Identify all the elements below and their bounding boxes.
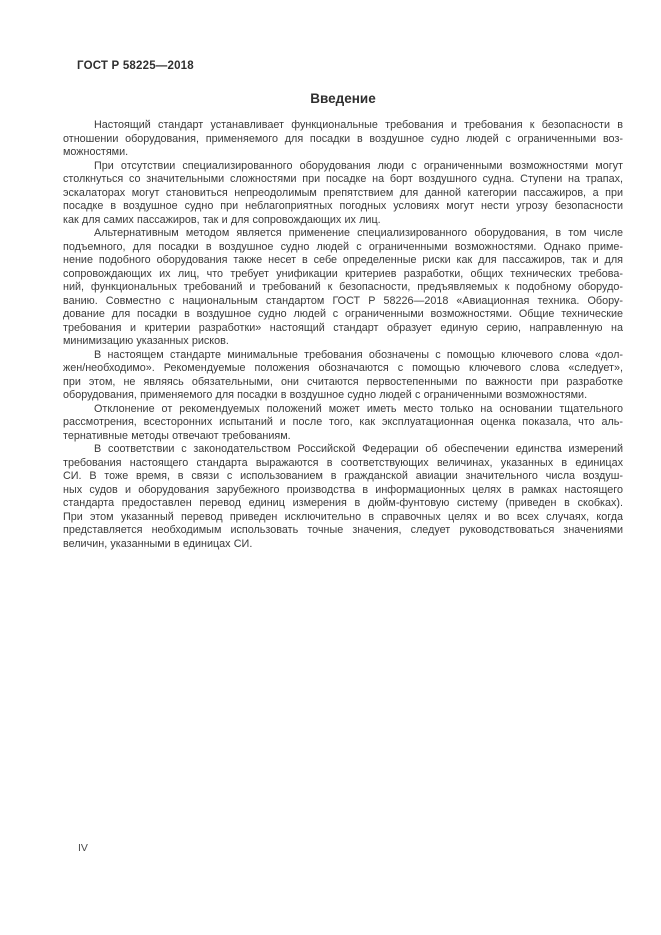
text-line: жен/необходимо». Рекомендуемые положения обозначаются с помощью ключевого слова «следует», bbox=[63, 362, 623, 374]
text-line: требования и критерии разработки» настоящий стандарт образует единую серию, направленную на bbox=[63, 321, 623, 334]
text-line: СИ. В тоже время, в связи с использованием в гражданской авиации значительного числа воздуш- bbox=[63, 470, 623, 482]
paragraph bbox=[63, 349, 623, 403]
paragraph bbox=[63, 403, 623, 444]
text-line: оборудования, применяемого для посадки в воздушное судно людей с ограниченными возможностями. bbox=[63, 389, 588, 401]
text-line: ванию. Совместно с национальным стандартом ГОСТ Р 58226—2018 «Авиационная техника. Обору- bbox=[63, 294, 623, 307]
text-line: В соответствии с законодательством Российской Федерации об обеспечении единства измерений bbox=[94, 443, 623, 455]
document-body bbox=[63, 119, 623, 551]
running-header: ГОСТ Р 58225—2018 bbox=[77, 60, 194, 72]
section-title: Введение bbox=[310, 91, 376, 106]
paragraph bbox=[63, 119, 623, 160]
text-line: столкнуться со значительными сложностями при посадке на борт воздушного судна. Ступени на трапах, bbox=[63, 173, 623, 185]
text-line: можностями. bbox=[63, 146, 129, 158]
page-number: IV bbox=[78, 842, 88, 854]
text-line: Отклонение от рекомендуемых положений может иметь место только на основании тщательного bbox=[94, 402, 623, 415]
text-line: Альтернативным методом является применение специализированного оборудования, в том числе bbox=[94, 227, 623, 239]
text-line: посадке в воздушное судно при неблагоприятных погодных условиях могут нести угрозу безопасности bbox=[63, 200, 623, 212]
text-line: представляется необходимым использовать точные значения, следует руководствоваться значениями bbox=[63, 524, 623, 536]
text-line: При этом указанный перевод приведен исключительно в справочных целях и во всех случаях, когда bbox=[63, 510, 623, 523]
text-line: рассмотрения, всесторонних испытаний и после того, как эксплуатационная оценка показала, что аль- bbox=[63, 416, 623, 428]
text-line: тернативные методы отвечают требованиям. bbox=[63, 429, 291, 442]
text-line: нение подобного оборудования также несет в себе определенные риски как для пассажиров, так и для bbox=[63, 254, 623, 266]
text-line: требования настоящего стандарта выражаются в соответствующих величинах, указанных в единицах bbox=[63, 456, 623, 469]
text-line: стандарта предоставлен перевод единиц измерения в дюйм-фунтовую систему (приведен в скобках). bbox=[63, 497, 623, 509]
text-line: минимизацию указанных рисков. bbox=[63, 335, 229, 347]
text-line: дование для посадки в воздушное судно людей с ограниченными возможностями. Общие технические bbox=[63, 308, 623, 320]
text-line: величин, указанными в единицах СИ. bbox=[63, 537, 253, 550]
text-line: Настоящий стандарт устанавливает функциональные требования и требования к безопасности в bbox=[94, 119, 623, 131]
text-line: как для самих пассажиров, так и для сопровождающих их лиц. bbox=[63, 213, 381, 226]
text-line: В настоящем стандарте минимальные требования обозначены с помощью ключевого слова «дол- bbox=[94, 348, 623, 361]
text-line: при этом, не являясь обязательными, они считаются первостепенными по важности при разработке bbox=[63, 375, 623, 388]
text-line: При отсутствии специализированного оборудования люди с ограниченными возможностями могут bbox=[94, 159, 623, 172]
paragraph bbox=[63, 160, 623, 228]
text-line: отношении оборудования, применяемого для посадки в воздушное судно людей с ограниченными воз- bbox=[63, 132, 623, 145]
text-line: подъемного, для посадки в воздушное судно людей с ограниченными возможностями. Однако приме- bbox=[63, 240, 623, 253]
text-line: ний, функциональных требований и требований к безопасности, предъявляемых к подобному оборудо- bbox=[63, 281, 623, 293]
text-line: ных судов и оборудования зарубежного производства в информационных целях в рамках настоящего bbox=[63, 483, 623, 496]
text-line: эскалаторах могут становиться непреодолимым препятствием для данной категории пассажиров, а при bbox=[63, 186, 623, 199]
paragraph bbox=[63, 443, 623, 551]
text-line: сопровождающих их лиц, что требует унификации критериев разработки, общих технических требова- bbox=[63, 267, 623, 280]
paragraph bbox=[63, 227, 623, 349]
